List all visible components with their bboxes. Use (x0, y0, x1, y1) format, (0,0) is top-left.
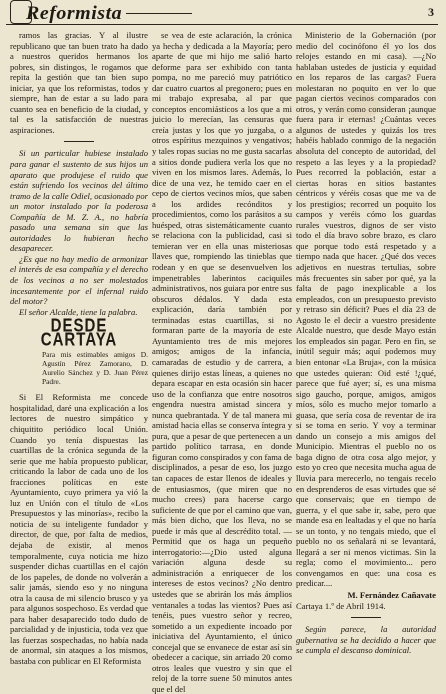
dateline: Cartaya 1.º de Abril 1914. (296, 600, 386, 611)
article-body-middle: se vea de este aclaración, la crónica ya hecha y dedicada a la Mayoría; pero aparte de que mi hijo me salió harto deforme para ser exhibido con tanta pompa, no me pareció muy patriótico dar cuatro cuartos al pregonero; pues en mi trabajo expresaba, al par que conceptos encomiásticos a los que a mi juicio lo merecían, las censuras que creía justas y los que yo juzgaba, o a otros espíritus mezquinos y vengativos; y tales ropas sucias no me gusta sacarlas a sitios donde pudiera verla los que no viven en los mismos lares. Además, lo dice de una vez, he temido caer en el cepo de ciertos vecinos míos, que saben a los ardides recónditos y procedimientos, como los parásitos a su huésped, otras sistemáticamente cuanto se relaciona con la publicidad, casi si temieran ver en ella unas misteriosas llaves que, rompiendo las tinieblas que rodean y en que se desenvuelven los impenetrables laberintos caciquiles administrativos, nos guiara por entre sus obscuros dédalos. Y dada esta explicación, daría también por terminadas estas cuartillas, si no formaran parte de la mayoría de este Ayuntamiento tres de mis mejores amigos; amigos de la infancia, camaradas de estudio y de carrera, a quienes dirijo estas líneas, a quienes no depara escapar en esta ocasión sin hacer uso de la confianza que entre nosotros engendra nuestra amistad sincera y nunca quebrantada. Y de tal manera mi amistad hacia ellas se conserva íntegra y pura, que a pesar de que pertenecen a un partido político tarrasa, en donde figuran como conspirados y con fama de disciplinados, a pesar de eso, los juzgo tan capaces de estar llenos de ideales y de entusiasmos, (que miren que no mucho crees) para hacerse cargo suficiente de que por el camino que van, más bien dicho, que los lleva, no se puede ir más que al descrédito total. —Permitid que os haga un pequeño interrogatorio:—¿Dio usted alguna variación alguna desde su administración a enriquecer de los intereses de estos vecinos? ¿No dentro ustedes que se abrirán los más ámplios ventanales a todas las vientos? Pues así tenéis, pues vuestro señor y recreo, sometido a un expediente incoado por iniciativa del Ayuntamiento, el único concejal que se envanece de estar así sin obedecer a cacique, sin arriado 20 como otros leales que vuestro y sin que el reloj de la torre suene 50 minutos antes que el del (152, 30, 292, 694)
article-body-start: Si El Reformista me concede hospitalidad, daré una explicación a los lectores de nuestro simpático y chiquitito periódico local Unión. Cuando yo tenía dispuestas las cuartillas de la crónica segunda de la serie que me había propuesto publicar, criticando la labor de cada uno de los fracciones políticas en este Ayuntamiento, cuyo primera ya vió la luz en Unión con el título de «Los Presupuestos y las minorías», recibo la noticia de su inteligente fundador y director, de que, por falta de medios, dejaba de existir, al menos temporalmente, cuya noticia me hizo suspender dichas cuartillas en el cajón de los papeles, de donde no volverán a salir jamás, siendo eso y no ninguna otra la causa de mi silencio brusco y ya para algunos sospechoso. Es verdad que para haber desaparecido todo dudo de parcialidad y de injusticia, toda vez que las fuerzas sospechadas, no había nada de anormal, sin ataques a los mismos, bastaba con publicar en El Reformista (10, 392, 148, 666)
masthead (6, 2, 438, 25)
page-number: 3 (428, 5, 434, 19)
column-2 (152, 30, 292, 694)
section-title: DESDE CARTAYA (40, 315, 118, 351)
masthead-rule (126, 13, 192, 14)
article-body-end: Ministerio de la Gobernación (por medio del cocinófono él yo los dos relojes estando en mi casa). —¿No hablaban ustedes de justicia y equidad en los reparos de las cargas? Fuera molestaran no poquito en ver lo que pagan ciertos vecinos comparados con otros, y verán como consideran ¡aunque fuera para ir eternas! ¿Cuántas veces algunos de ustedes y quizás los tres habéis hablado conmigo de la negación absoluta del concepto de autoridad, del respeto a las leyes y a la propiedad? Pues recorred la población, estar a ciertas horas en sitios bastantes céntricos y véréis cosas que me va de los prestigios; recorred un poquito los campos y veréis cómo los guardas rurales vuestros, dignos de ser visto todo el día bravo sobre brazo, es claro que porque todo está respetado y a tiempo nada que hacer. ¿Qué dos veces adjetivos en nuestras tertulias, sobre más frecuentes sin saber por qué, ya la falta de pago inexplicable a los empleados, con un presupuesto previsto y retraso sin déficit? Pues el día 23 de Agosto le el decir a vuestro presidente Alcalde nuestro, que desde Mayo están los empleados sin pagar. Pero en fin, se inútil seguir más; aquí podemos muy bien entonar «La Bruja», con la música que ustedes quieran: Oid esté !¿qué, parece que fué ayer; sí, es una misma sigo gaucho, porque, amigos, amigos míos, sólo es mucho mejor tomarlo a guasa, que sería cosa de reventar de ira si se toma en serio. Y voy a terminar dando un consejo a mis amigos del Municipio. Mientras el pueblo no os baga digno de otra cosa algo mejor, y esto yo creo que necesita mucha agua de lluvia para merecerlo, no tengais recelo en desprenderos de esas virtudes que sé que conservais; que en tiempo de guerra, y el que sabe ir, sabe, pero que mande esa en lealtadas y el que no haría se un tonto, y no tengais miedo, que el pueblo no os señalará ni se levantará, llegará a ser ni menos victimas. Sin la regla; como el movimiento... pero convengamos en que: una cosa es predicar.... (296, 30, 436, 589)
mayor-call-line: El señor Alcalde, tiene la palabra. (19, 306, 138, 317)
noise-question-paragraph: ¿Es que no hay medio de armonizar el interés de esa compañía y el derecho de los vecinos a no ser molestados incesantemente por el infernal ruido del motor? (10, 253, 148, 307)
masthead-title: Reformista (26, 3, 123, 24)
author-signature: M. Fernández Cañavate (347, 589, 436, 600)
divider (64, 141, 94, 142)
noise-complaint-paragraph: Si un particular hubiese instalado para ganar el sustento de sus hijos un aparato que produjese el ruido que están sufriendo los vecinos del último tramo de la calle Odiel, ocasionado por un motor instalado por la poderosa Compañía de M. Z. A., no habría pasado una semana sin que las autoridades lo hubieran hecho desaparecer. (10, 148, 148, 254)
divider (351, 617, 381, 618)
dedication: Para mis estimables amigos D. Agustín Pérez Zamorano, D. Aurelio Sánchez y D. Juan Pérez Padre. (42, 350, 148, 387)
paper-stain (30, 520, 90, 560)
sunday-rest-note: Según parece, la autoridad gubernativa se ha decidido a hacer que se cumpla el descanso dominical. (296, 624, 436, 656)
intro-paragraph: ramos las gracias. Y al ilustre republicano que tan buen trato ha dado a nuestros queridos hermanos los pobres, sin distingos, le rogamos que repita la gestión que tan bien supo iniciar, ya que los reformistas, todos y siempre, han de estar a su lado para cuanto sea en beneficio de la ciudad, y tal es la satisfacción de nuestras aspiraciones. (10, 30, 148, 135)
paper-stain (330, 90, 380, 120)
column-3 (296, 30, 436, 656)
